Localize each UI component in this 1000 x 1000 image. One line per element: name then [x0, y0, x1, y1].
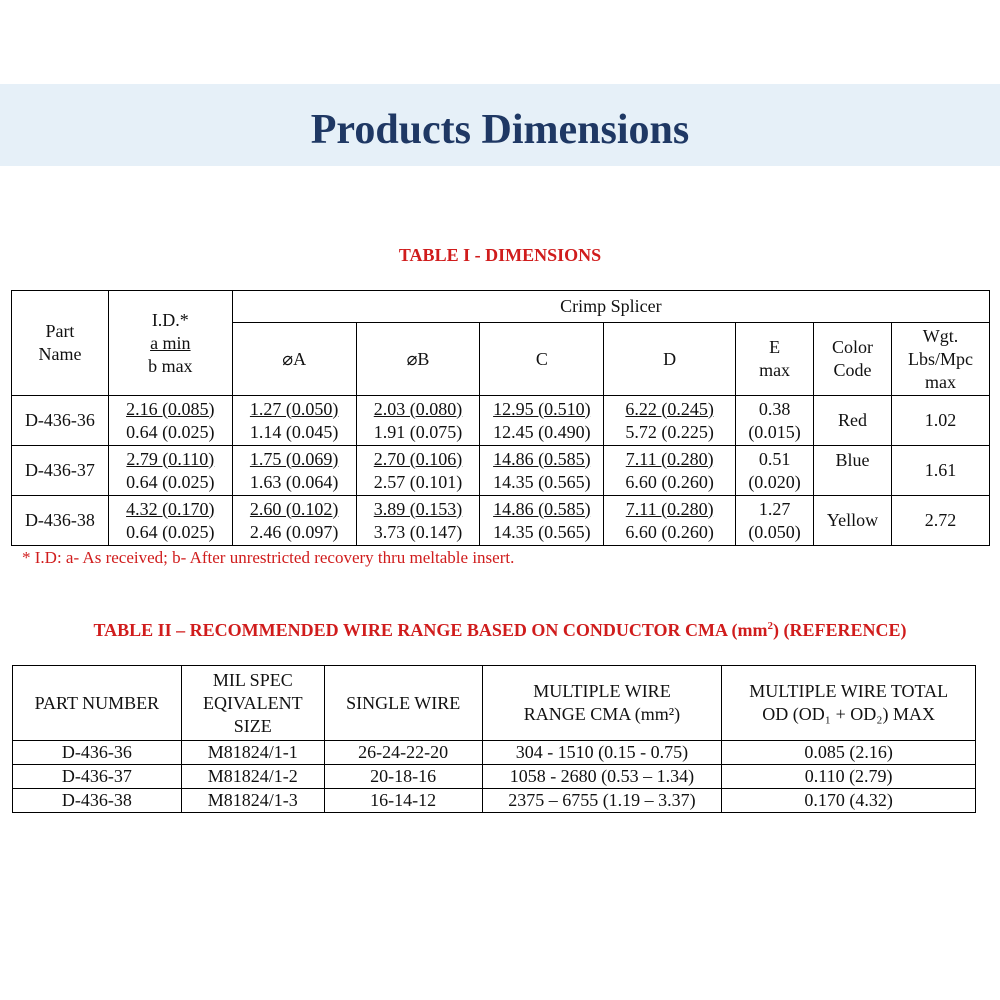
color-cell: Red	[814, 396, 892, 446]
e-cell: 1.27 (0.050)	[736, 496, 814, 546]
header-color-code: Color Code	[814, 323, 892, 396]
table-row	[12, 396, 990, 446]
od-cell: 0.110 (2.79)	[722, 765, 976, 789]
color-cell: Blue	[814, 446, 892, 496]
e-cell: 0.51 (0.020)	[736, 446, 814, 496]
single-wire-cell: 20-18-16	[324, 765, 482, 789]
header-id: I.D.* a min b max	[108, 291, 232, 396]
mil-spec-cell: M81824/1-1	[181, 741, 324, 765]
color-cell: Yellow	[814, 496, 892, 546]
od-cell: 0.085 (2.16)	[722, 741, 976, 765]
id-cell: 2.79 (0.110) 0.64 (0.025)	[108, 446, 232, 496]
dia-b-cell: 3.89 (0.153) 3.73 (0.147)	[356, 496, 480, 546]
part-cell: D-436-36	[12, 396, 109, 446]
dimensions-table	[11, 290, 990, 546]
dia-b-cell: 2.70 (0.106) 2.57 (0.101)	[356, 446, 480, 496]
dia-a-cell: 2.60 (0.102) 2.46 (0.097)	[232, 496, 356, 546]
part-cell: D-436-37	[13, 765, 182, 789]
range-cell: 304 - 1510 (0.15 - 0.75)	[482, 741, 722, 765]
d-cell: 7.11 (0.280) 6.60 (0.260)	[604, 496, 736, 546]
range-cell: 1058 - 2680 (0.53 – 1.34)	[482, 765, 722, 789]
id-cell: 2.16 (0.085) 0.64 (0.025)	[108, 396, 232, 446]
id-cell: 4.32 (0.170) 0.64 (0.025)	[108, 496, 232, 546]
header-weight: Wgt. Lbs/Mpc max	[891, 323, 989, 396]
c-cell: 12.95 (0.510) 12.45 (0.490)	[480, 396, 604, 446]
page-title: Products Dimensions	[310, 107, 690, 153]
weight-cell: 1.61	[891, 446, 989, 496]
part-cell: D-436-38	[13, 789, 182, 813]
part-cell: D-436-38	[12, 496, 109, 546]
d-cell: 6.22 (0.245) 5.72 (0.225)	[604, 396, 736, 446]
dia-b-cell: 2.03 (0.080) 1.91 (0.075)	[356, 396, 480, 446]
mil-spec-cell: M81824/1-3	[181, 789, 324, 813]
table-row	[13, 789, 976, 813]
part-cell: D-436-37	[12, 446, 109, 496]
c-cell: 14.86 (0.585) 14.35 (0.565)	[480, 496, 604, 546]
mil-spec-cell: M81824/1-2	[181, 765, 324, 789]
header-part-name: Part Name	[12, 291, 109, 396]
header-single-wire: SINGLE WIRE	[324, 666, 482, 741]
dia-a-cell: 1.75 (0.069) 1.63 (0.064)	[232, 446, 356, 496]
table-row	[13, 741, 976, 765]
table1-footnote: * I.D: a- As received; b- After unrestricted recovery thru meltable insert.	[22, 548, 515, 567]
header-c: C	[480, 323, 604, 396]
dia-a-cell: 1.27 (0.050) 1.14 (0.045)	[232, 396, 356, 446]
header-multiple-wire-range: MULTIPLE WIRE RANGE CMA (mm²)	[482, 666, 722, 741]
range-cell: 2375 – 6755 (1.19 – 3.37)	[482, 789, 722, 813]
header-mil-spec: MIL SPEC EQIVALENT SIZE	[181, 666, 324, 741]
header-multiple-wire-od: MULTIPLE WIRE TOTAL OD (OD₁ + OD₂) MAX	[722, 666, 976, 741]
wire-range-table	[12, 665, 976, 813]
header-e-max: E max	[736, 323, 814, 396]
table2-caption: TABLE II – RECOMMENDED WIRE RANGE BASED ON CONDUCTOR CMA $(mm^2)$ (REFERENCE)	[93, 620, 907, 640]
table1-caption: TABLE I - DIMENSIONS	[398, 245, 602, 265]
single-wire-cell: 16-14-12	[324, 789, 482, 813]
header-dia-b: ⌀B	[356, 323, 480, 396]
single-wire-cell: 26-24-22-20	[324, 741, 482, 765]
weight-cell: 1.02	[891, 396, 989, 446]
d-cell: 7.11 (0.280) 6.60 (0.260)	[604, 446, 736, 496]
header-part-number: PART NUMBER	[13, 666, 182, 741]
part-cell: D-436-36	[13, 741, 182, 765]
table-row	[13, 765, 976, 789]
header-crimp-splicer: Crimp Splicer	[232, 291, 989, 323]
title-banner	[0, 84, 1000, 166]
header-d: D	[604, 323, 736, 396]
e-cell: 0.38 (0.015)	[736, 396, 814, 446]
header-dia-a: ⌀A	[232, 323, 356, 396]
weight-cell: 2.72	[891, 496, 989, 546]
table-row	[12, 446, 990, 496]
od-cell: 0.170 (4.32)	[722, 789, 976, 813]
c-cell: 14.86 (0.585) 14.35 (0.565)	[480, 446, 604, 496]
table-row	[12, 496, 990, 546]
